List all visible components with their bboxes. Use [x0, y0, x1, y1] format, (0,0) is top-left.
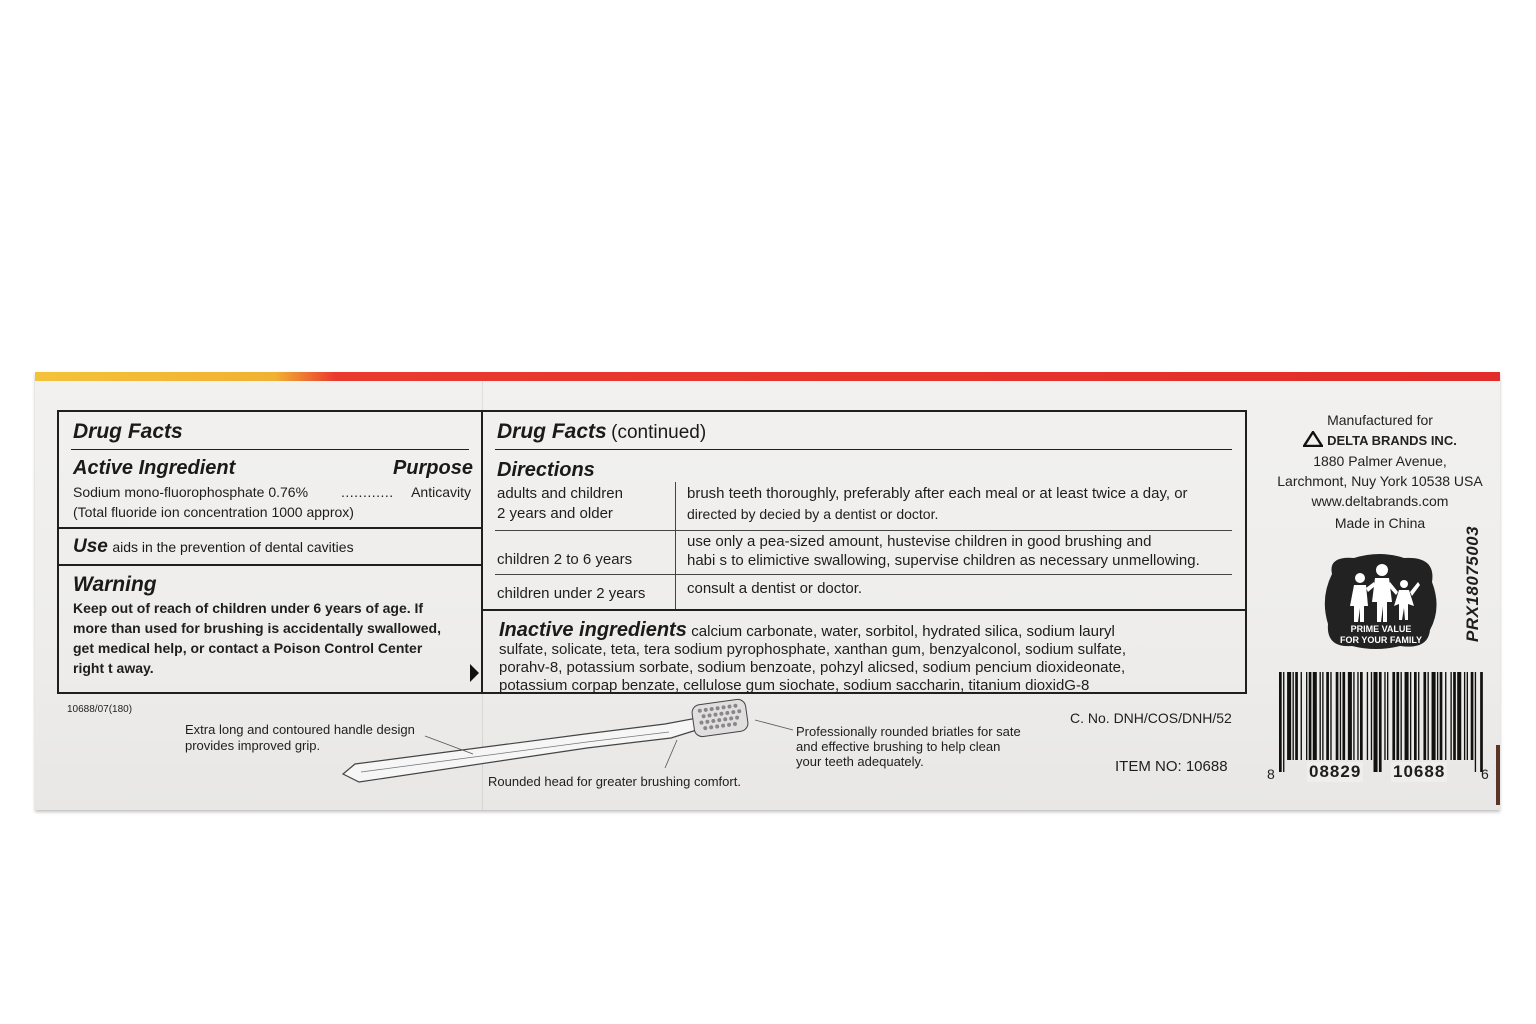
country-of-origin: Made in China: [1334, 515, 1426, 531]
warning-line: more than used for brushing is accidentally swallowed,: [73, 620, 441, 636]
direction-text: directed by decied by a dentist or doctor.: [687, 506, 939, 522]
direction-group: adults and children: [497, 485, 623, 502]
inactive-text: potassium corpap benzate, cellulose gum siochate, sodium saccharin, titanium dioxidG-8: [499, 677, 1090, 694]
ingredient-dots: ............: [341, 484, 394, 500]
inactive-text: sulfate, solicate, teta, tera sodium pyrophosphate, xanthan gum, benzyalconol, sodium sulfate,: [499, 641, 1127, 658]
row-divider: [495, 574, 1232, 575]
direction-text: use only a pea-sized amount, hustevise children in good brushing and: [687, 533, 1152, 550]
delta-logo-icon: [1303, 431, 1323, 447]
purpose-heading: Purpose: [392, 457, 473, 479]
bristles-callout: [796, 724, 1021, 769]
continued-title-main: Drug Facts: [497, 420, 607, 443]
continue-arrow-icon: [470, 664, 479, 682]
drug-facts-panel: [57, 410, 483, 694]
barcode: [1267, 672, 1492, 784]
directions-heading: Directions: [497, 459, 595, 481]
inactive-text: calcium carbonate, water, sorbitol, hydrated silica, sodium lauryl: [691, 623, 1115, 640]
use-text: aids in the prevention of dental cavities: [112, 539, 354, 555]
warning-line: get medical help, or contact a Poison Control Center: [73, 640, 423, 656]
head-callout: Rounded head for greater brushing comfort.: [488, 774, 741, 789]
badge-line: FOR YOUR FAMILY: [1339, 635, 1422, 645]
toothbrush-illustration: [325, 694, 795, 794]
direction-text: brush teeth thoroughly, preferably after each meal or at least twice a day, or: [687, 485, 1188, 502]
active-ingredient-heading: Active Ingredient: [73, 457, 236, 479]
direction-group: children 2 to 6 years: [497, 551, 633, 568]
use-heading: Use: [73, 536, 108, 557]
warning-heading: Warning: [73, 573, 157, 596]
inactive-text: porahv-8, potassium sorbate, sodium benzoate, pohzyl alicsed, sodium pencium dioxideonate,: [499, 659, 1126, 676]
drug-facts-title: Drug Facts: [73, 420, 183, 443]
continued-title-suffix: (continued): [611, 422, 707, 443]
warning-line: right t away.: [73, 660, 154, 676]
direction-group: children under 2 years: [497, 585, 646, 602]
divider: [495, 449, 1232, 450]
package-edge: [1496, 745, 1500, 805]
divider: [59, 527, 483, 529]
badge-text: [1320, 624, 1442, 646]
direction-text: consult a dentist or doctor.: [687, 580, 863, 597]
bristles-callout-line: your teeth adequately.: [796, 754, 924, 769]
vertical-code: PRX18075003: [1463, 525, 1482, 642]
lot-code: 10688/07(180): [67, 704, 133, 715]
bristles-callout-line: Professionally rounded briatles for sate: [796, 724, 1021, 739]
continued-title: [497, 420, 706, 444]
handle-callout-line: Extra long and contoured handle design: [185, 722, 415, 737]
barcode-left-digit: 8: [1267, 766, 1275, 782]
ingredient-name: Sodium mono-fluorophosphate 0.76%: [73, 484, 309, 500]
barcode-right-digit: 6: [1481, 766, 1489, 782]
column-divider: [675, 482, 676, 609]
manufacturer-label: Manufactured for: [1327, 412, 1433, 428]
divider: [59, 564, 483, 566]
divider: [483, 609, 1245, 611]
ingredient-concentration: (Total fluoride ion concentration 1000 approx): [73, 504, 354, 520]
badge-line: PRIME VALUE: [1350, 624, 1412, 634]
row-divider: [495, 530, 1232, 531]
cert-number: C. No. DNH/COS/DNH/52: [1070, 710, 1232, 726]
warning-line: Keep out of reach of children under 6 years of age. If: [73, 600, 424, 616]
barcode-bars: [1267, 672, 1492, 772]
manufacturer-website: www.deltabrands.com: [1311, 493, 1449, 509]
ingredient-purpose: Anticavity: [411, 484, 471, 500]
toothbrush-package-back: [35, 372, 1500, 810]
handle-callout-line: provides improved grip.: [185, 738, 321, 753]
barcode-group-1: 08829: [1309, 762, 1362, 781]
manufacturer-block: [1265, 410, 1495, 533]
divider: [71, 449, 469, 450]
manufacturer-address: 1880 Palmer Avenue,: [1313, 453, 1447, 469]
inactive-heading: Inactive ingredients: [499, 619, 687, 641]
direction-text: habi s to elimictive swallowing, supervise children as necessary unmellowing.: [687, 552, 1200, 569]
barcode-group-2: 10688: [1393, 762, 1446, 781]
prime-value-badge: [1320, 552, 1442, 652]
bristles-callout-line: and effective brushing to help clean: [796, 739, 1001, 754]
manufacturer-brand-line: [1265, 430, 1495, 451]
manufacturer-address: Larchmont, Nuy York 10538 USA: [1277, 473, 1483, 489]
use-line: [73, 536, 354, 558]
drug-facts-continued-panel: [481, 410, 1247, 694]
manufacturer-brand: DELTA BRANDS INC.: [1327, 433, 1457, 448]
direction-group: 2 years and older: [497, 505, 613, 522]
item-number: ITEM NO: 10688: [1115, 758, 1228, 775]
inactive-line-1: [499, 619, 1115, 642]
package-color-strip: [35, 372, 1500, 381]
